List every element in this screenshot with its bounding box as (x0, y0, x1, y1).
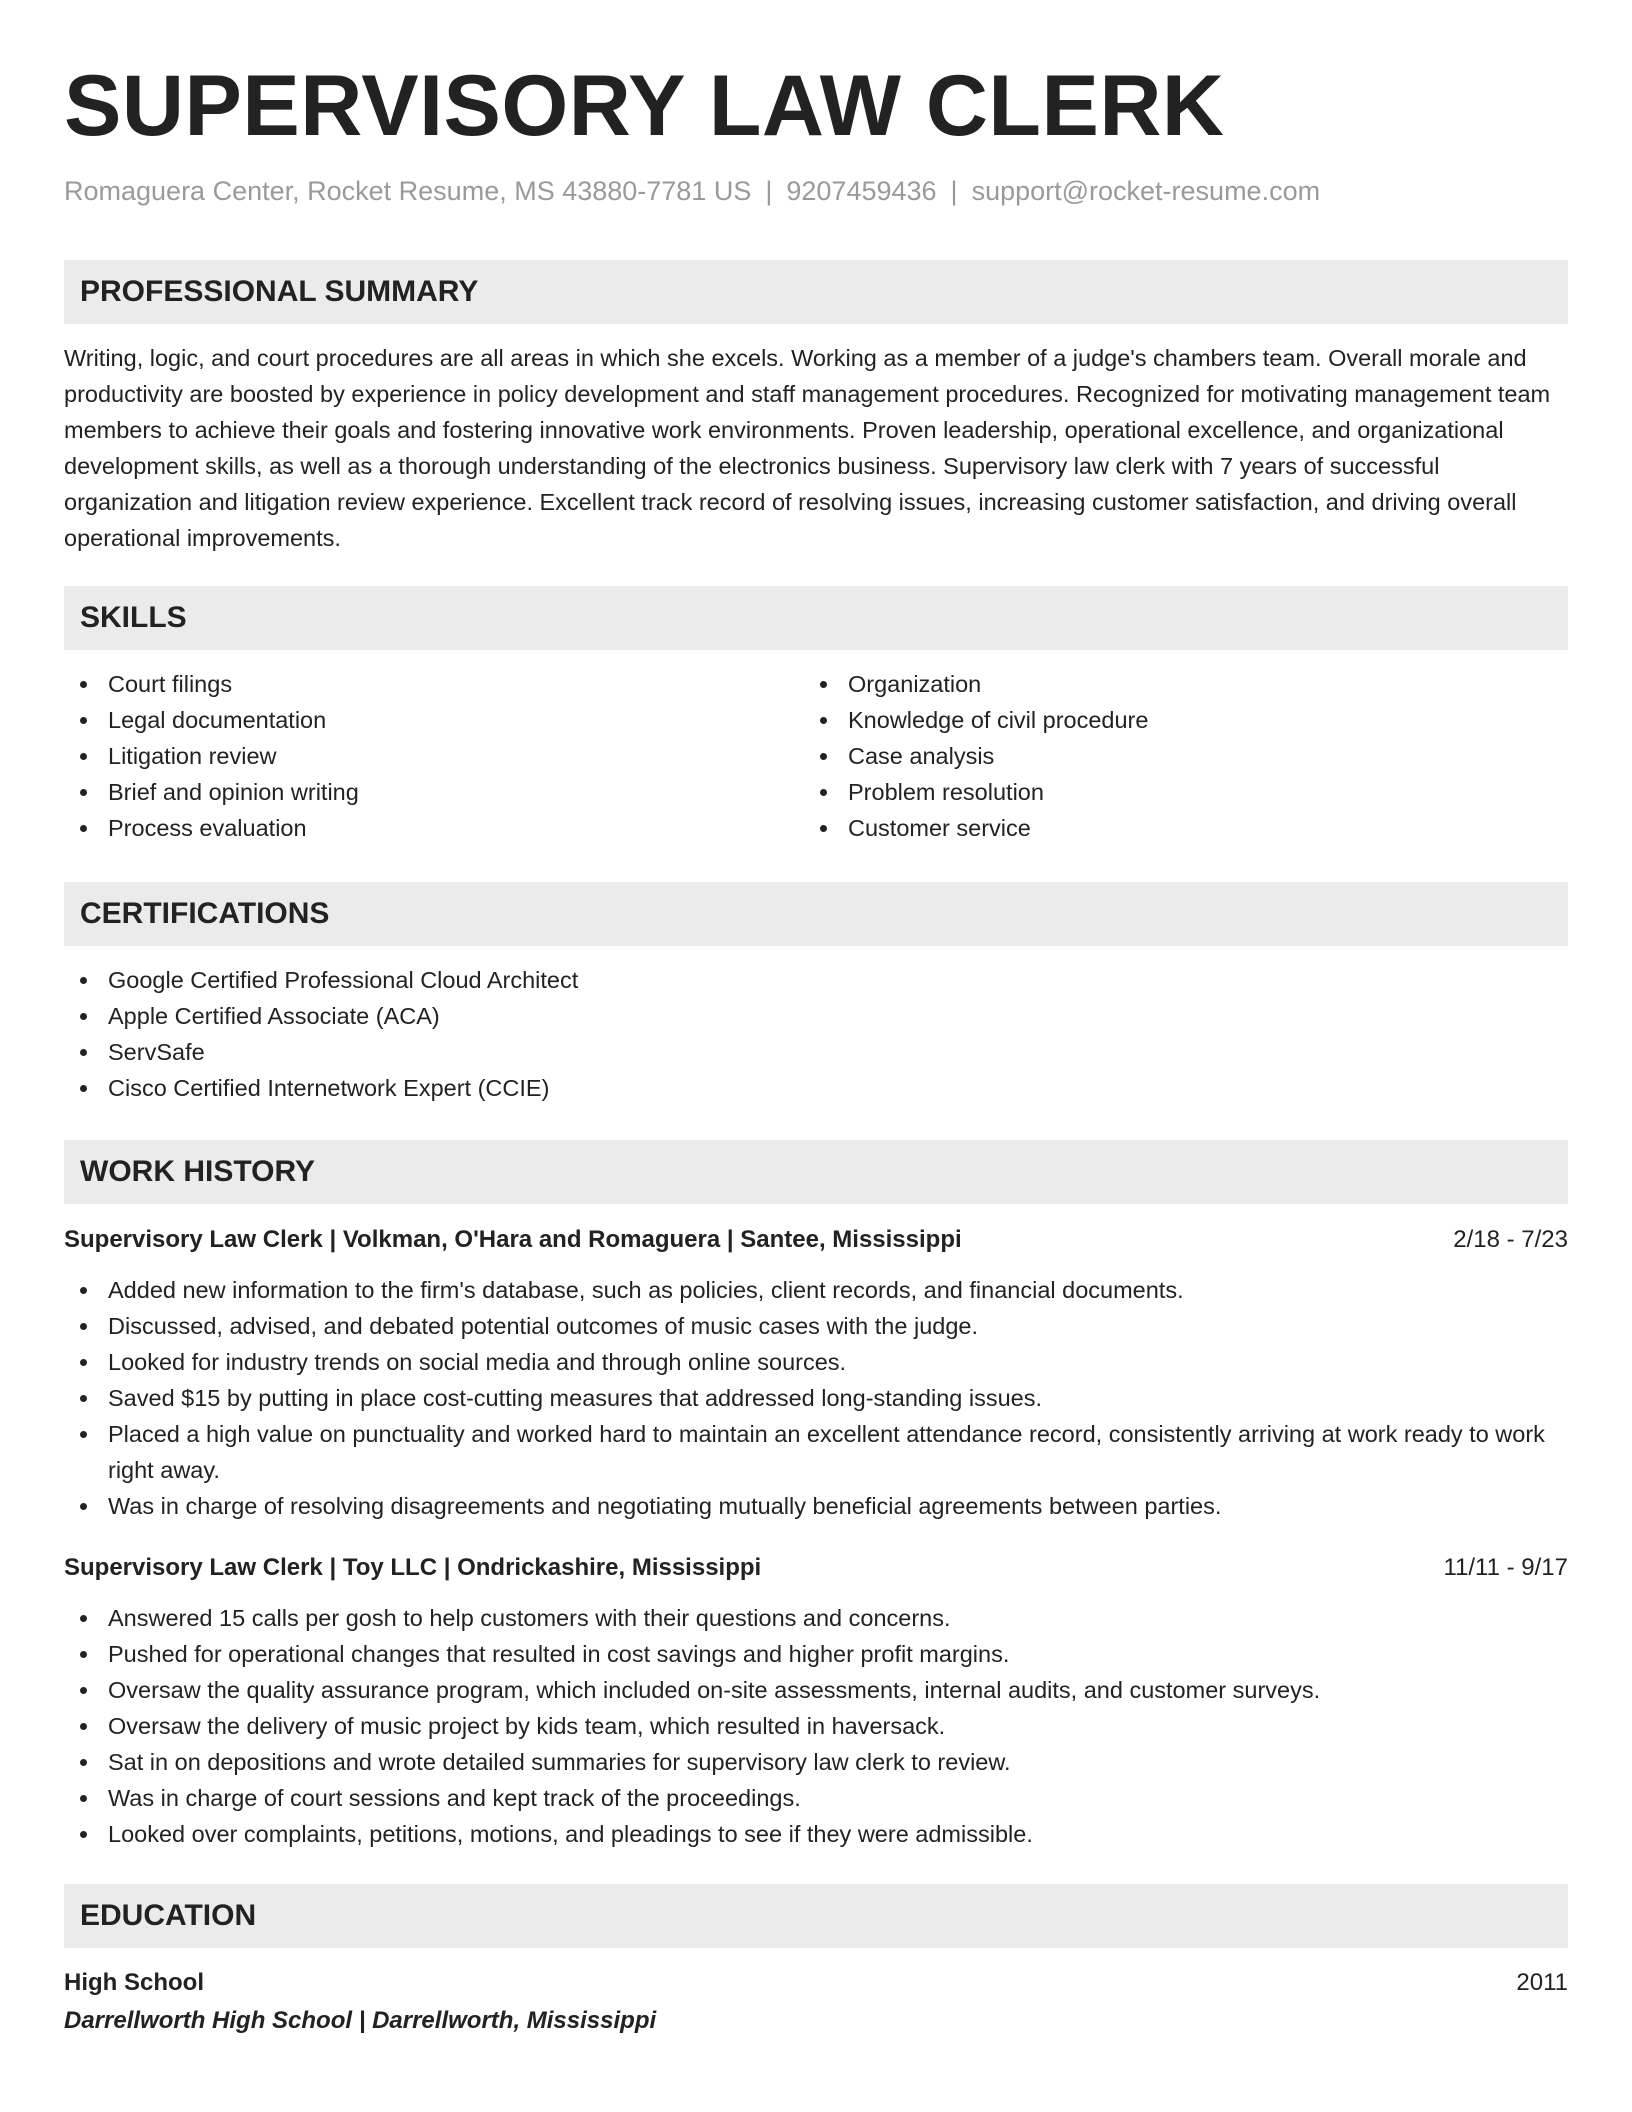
section-header-work-history: WORK HISTORY (64, 1140, 1568, 1204)
contact-email: support@rocket-resume.com (971, 176, 1321, 206)
certification-item: Apple Certified Associate (ACA) (64, 998, 1568, 1034)
job-header (64, 1222, 1568, 1258)
section-header-education: EDUCATION (64, 1884, 1568, 1948)
skill-item: Brief and opinion writing (64, 774, 804, 810)
job-bullet: Placed a high value on punctuality and worked hard to maintain an excellent attendance record, consistently arriving at work ready to work right away. (64, 1416, 1568, 1488)
job-entry (64, 1550, 1568, 1852)
job-bullet: Oversaw the delivery of music project by kids team, which resulted in haversack. (64, 1708, 1568, 1744)
skills-right-column (804, 666, 1544, 846)
job-dates: 11/11 - 9/17 (1443, 1554, 1568, 1581)
skill-item: Process evaluation (64, 810, 804, 846)
summary-text: Writing, logic, and court procedures are all areas in which she excels. Working as a member of a judge's chambers team. Overall morale and productivity are boosted by experience in policy development and staff management procedures. Recognized for motivating management team members to achieve their goals and fostering innovative work environments. Proven leadership, operational excellence, and organizational development skills, as well as a thorough understanding of the electronics business. Supervisory law clerk with 7 years of successful organization and litigation review experience. Excellent track record of resolving issues, increasing customer satisfaction, and driving overall operational improvements. (64, 345, 1551, 551)
skills-left-column (64, 666, 804, 846)
contact-phone: 9207459436 (786, 176, 937, 206)
job-bullet: Oversaw the quality assurance program, which included on-site assessments, internal audits, and customer surveys. (64, 1672, 1568, 1708)
job-bullet: Saved $15 by putting in place cost-cutting measures that addressed long-standing issues. (64, 1380, 1568, 1416)
education-year: 2011 (1516, 1969, 1568, 1996)
skill-item: Knowledge of civil procedure (804, 702, 1544, 738)
skill-item: Legal documentation (64, 702, 804, 738)
job-entry (64, 1222, 1568, 1524)
job-heading: Supervisory Law Clerk | Volkman, O'Hara and Romaguera | Santee, Mississippi (64, 1226, 962, 1253)
job-header (64, 1550, 1568, 1586)
job-bullet: Looked over complaints, petitions, motions, and pleadings to see if they were admissible. (64, 1816, 1568, 1852)
job-bullet: Added new information to the firm's database, such as policies, client records, and financial documents. (64, 1272, 1568, 1308)
skill-item: Problem resolution (804, 774, 1544, 810)
job-bullet: Was in charge of resolving disagreements and negotiating mutually beneficial agreements between parties. (64, 1488, 1568, 1524)
job-bullet: Was in charge of court sessions and kept track of the proceedings. (64, 1780, 1568, 1816)
education-school: Darrellworth High School | Darrellworth, Mississippi (64, 2007, 657, 2034)
skill-item: Case analysis (804, 738, 1544, 774)
job-bullet: Sat in on depositions and wrote detailed summaries for supervisory law clerk to review. (64, 1744, 1568, 1780)
certification-item: Google Certified Professional Cloud Architect (64, 962, 1568, 998)
resume-name: SUPERVISORY LAW CLERK (64, 58, 1225, 154)
job-bullets (64, 1600, 1568, 1852)
education-entry (64, 1964, 1568, 2040)
contact-separator: | (950, 176, 958, 206)
certification-item: ServSafe (64, 1034, 1568, 1070)
skill-item: Court filings (64, 666, 804, 702)
job-dates: 2/18 - 7/23 (1453, 1226, 1568, 1253)
section-header-summary: PROFESSIONAL SUMMARY (64, 260, 1568, 324)
education-degree: High School (64, 1969, 204, 1996)
contact-separator: | (765, 176, 773, 206)
education-header (64, 1964, 1568, 2002)
job-bullet: Looked for industry trends on social media and through online sources. (64, 1344, 1568, 1380)
job-bullet: Pushed for operational changes that resulted in cost savings and higher profit margins. (64, 1636, 1568, 1672)
skill-item: Customer service (804, 810, 1544, 846)
skill-item: Litigation review (64, 738, 804, 774)
job-bullet: Discussed, advised, and debated potential outcomes of music cases with the judge. (64, 1308, 1568, 1344)
job-heading: Supervisory Law Clerk | Toy LLC | Ondrickashire, Mississippi (64, 1554, 762, 1581)
certifications-list (64, 962, 1568, 1106)
contact-line (64, 174, 1568, 208)
section-header-skills: SKILLS (64, 586, 1568, 650)
skill-item: Organization (804, 666, 1544, 702)
section-header-certifications: CERTIFICATIONS (64, 882, 1568, 946)
job-bullets (64, 1272, 1568, 1524)
contact-address: Romaguera Center, Rocket Resume, MS 43880-7781 US (64, 176, 752, 206)
skills-grid (64, 666, 1568, 846)
job-bullet: Answered 15 calls per gosh to help customers with their questions and concerns. (64, 1600, 1568, 1636)
certification-item: Cisco Certified Internetwork Expert (CCIE) (64, 1070, 1568, 1106)
